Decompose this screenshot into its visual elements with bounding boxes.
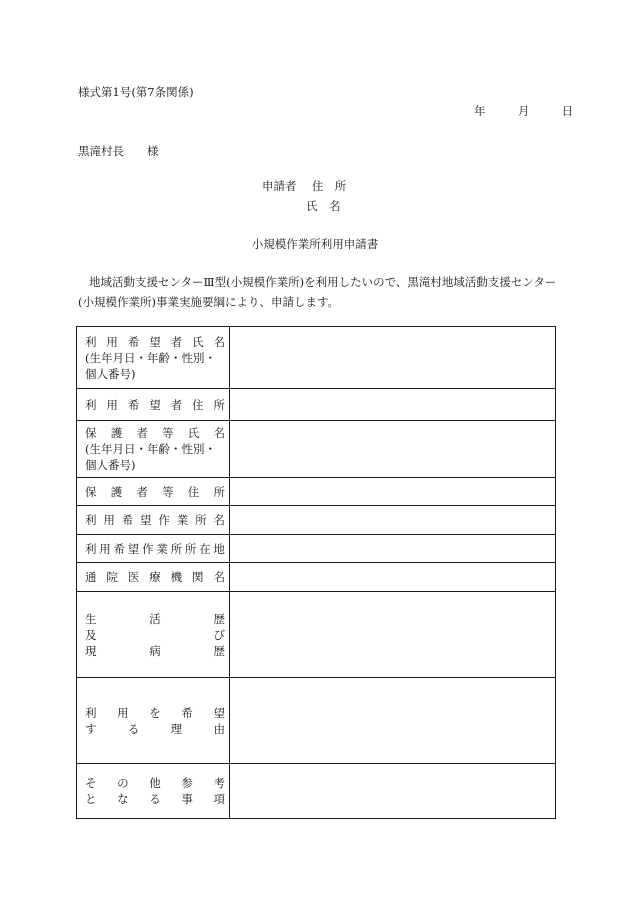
table-row (77, 478, 556, 506)
label-char: 望 (213, 705, 225, 720)
label-char: 現 (85, 643, 97, 658)
label-char: 希 (121, 513, 134, 527)
date-day: 日 (561, 104, 574, 118)
label-char: 他 (149, 776, 161, 790)
label-char: 望 (140, 513, 152, 527)
value-cell-workshop-name[interactable] (230, 506, 556, 535)
label-char: 及 (85, 627, 97, 642)
label-char: 者 (136, 484, 148, 499)
label-char: 所 (184, 541, 197, 556)
label-char: 保 (85, 484, 97, 499)
label-char: 護 (110, 426, 123, 440)
label-char: 利 (85, 541, 97, 556)
label-line (85, 611, 225, 627)
value-cell-workshop-location[interactable] (230, 535, 556, 563)
label-char: 事 (181, 792, 193, 806)
row-label-workshop-name (77, 506, 230, 535)
value-cell-reason[interactable] (230, 678, 556, 764)
label-sub-line: 個人番号) (85, 366, 136, 381)
table-row (77, 506, 556, 535)
applicant-address-line (262, 178, 346, 194)
label-char: 名 (213, 426, 225, 440)
label-char: 用 (99, 541, 111, 556)
label-char: 理 (170, 721, 183, 736)
label-char: 利 (85, 397, 97, 412)
label-char: す (85, 721, 97, 736)
label-char: 病 (149, 643, 161, 658)
label-line (85, 484, 225, 500)
label-char: 望 (127, 541, 140, 556)
label-sub-line: (生年月日・年齢・性別・ (85, 442, 216, 456)
label-sub-line: (生年月日・年齢・性別・ (85, 350, 216, 365)
row-label-applicant-address (77, 389, 230, 421)
label-char: 希 (127, 397, 140, 412)
row-label-workshop-location (77, 535, 230, 563)
value-cell-other-notes[interactable] (230, 764, 556, 819)
document-title: 小規模作業所利用申請書 (251, 237, 379, 251)
value-cell-medical-institution[interactable] (230, 563, 556, 592)
label-line (85, 775, 225, 791)
label-char: 用 (103, 513, 115, 527)
label-char: そ (85, 776, 97, 790)
table-row (77, 563, 556, 592)
addressee: 黒滝村長 様 (78, 144, 159, 158)
label-line (85, 334, 225, 350)
label-char: 用 (117, 705, 129, 720)
form-number: 様式第1号(第7条関係) (78, 85, 194, 99)
label-char: 由 (213, 721, 225, 736)
label-char: 機 (170, 570, 183, 584)
row-label-other-notes (77, 764, 230, 819)
label-char: 希 (127, 334, 140, 349)
label-char: 関 (192, 570, 204, 584)
label-char: 等 (162, 426, 174, 440)
value-cell-guardian-name[interactable] (230, 421, 556, 478)
table-row (77, 678, 556, 764)
label-char: 医 (127, 570, 140, 584)
label-line (85, 705, 225, 721)
label-char: 考 (213, 776, 225, 790)
label-char: 氏 (187, 426, 200, 440)
label-line (85, 512, 225, 528)
label-line (85, 791, 225, 807)
label-char: 在 (199, 541, 211, 556)
label-char: 所 (170, 541, 183, 556)
label-char: 作 (158, 513, 170, 527)
applicant-label: 申請者 (262, 179, 297, 193)
label-char: 地 (213, 541, 225, 556)
label-char: 業 (156, 541, 168, 556)
label-char: 所 (213, 397, 225, 412)
application-form-table (76, 326, 556, 819)
date-year: 年 (474, 104, 486, 118)
label-char: 利 (85, 705, 97, 720)
label-char: 希 (113, 541, 126, 556)
label-char: 療 (149, 570, 161, 584)
label-char: 活 (149, 611, 161, 626)
label-line (85, 643, 225, 659)
label-char: 者 (170, 397, 183, 412)
label-char: 通 (85, 570, 97, 584)
label-char: 生 (85, 611, 97, 626)
label-char: 用 (106, 334, 118, 349)
label-char: を (149, 705, 161, 720)
label-char: 利 (85, 334, 97, 349)
label-char: 望 (149, 334, 161, 349)
label-char: 等 (162, 484, 174, 499)
label-char: 者 (136, 426, 148, 440)
label-char: 用 (106, 397, 118, 412)
label-char: 住 (187, 484, 200, 499)
date-line (474, 103, 573, 119)
label-char: 希 (181, 705, 193, 720)
row-label-applicant-name (77, 327, 230, 389)
label-char: 歴 (213, 611, 225, 626)
label-char: 作 (142, 541, 154, 556)
label-char: と (85, 792, 97, 806)
label-char: 名 (213, 570, 225, 584)
value-cell-applicant-address[interactable] (230, 389, 556, 421)
label-char: 参 (181, 776, 193, 790)
label-char: 氏 (192, 334, 204, 349)
label-char: 住 (192, 397, 204, 412)
row-label-medical-institution (77, 563, 230, 592)
label-char: 項 (213, 792, 225, 806)
label-char: 保 (85, 426, 97, 440)
table-row (77, 535, 556, 563)
label-char: び (213, 627, 225, 642)
label-line (85, 541, 225, 557)
label-char: 名 (213, 513, 225, 527)
table-row (77, 592, 556, 678)
row-label-guardian-name (77, 421, 230, 478)
label-char: 者 (170, 334, 183, 349)
table-row (77, 327, 556, 389)
table-row (77, 764, 556, 819)
table-row (77, 389, 556, 421)
label-char: 利 (85, 513, 97, 527)
value-cell-life-history[interactable] (230, 592, 556, 678)
row-label-guardian-address (77, 478, 230, 506)
label-line (85, 627, 225, 643)
label-char: る (149, 792, 161, 806)
label-char: な (117, 792, 129, 806)
value-cell-applicant-name[interactable] (230, 327, 556, 389)
label-line (85, 425, 225, 441)
row-label-life-history (77, 592, 230, 678)
label-line (85, 569, 225, 585)
value-cell-guardian-address[interactable] (230, 478, 556, 506)
applicant-address-label: 住 所 (311, 179, 347, 193)
row-label-reason (77, 678, 230, 764)
label-sub-line: 個人番号) (85, 458, 136, 472)
label-char: 所 (195, 513, 207, 527)
application-statement: 地域活動支援センターⅢ型(小規模作業所)を利用したいので、黒滝村地域活動支援センター(小規模作業所)事業実施要綱により、申請します。 (78, 275, 557, 309)
label-char: 名 (213, 334, 225, 349)
applicant-name-label: 氏 名 (306, 199, 341, 213)
label-char: の (117, 776, 129, 790)
label-line (85, 721, 225, 737)
label-char: 歴 (213, 643, 225, 658)
label-char: 院 (106, 570, 118, 584)
label-char: 所 (213, 484, 225, 499)
date-month: 月 (517, 104, 530, 118)
label-char: 護 (110, 484, 123, 499)
applicant-name-line (306, 198, 341, 214)
label-char: る (127, 721, 140, 736)
label-char: 業 (176, 513, 189, 527)
label-char: 望 (149, 397, 161, 412)
label-line (85, 397, 225, 413)
table-row (77, 421, 556, 478)
